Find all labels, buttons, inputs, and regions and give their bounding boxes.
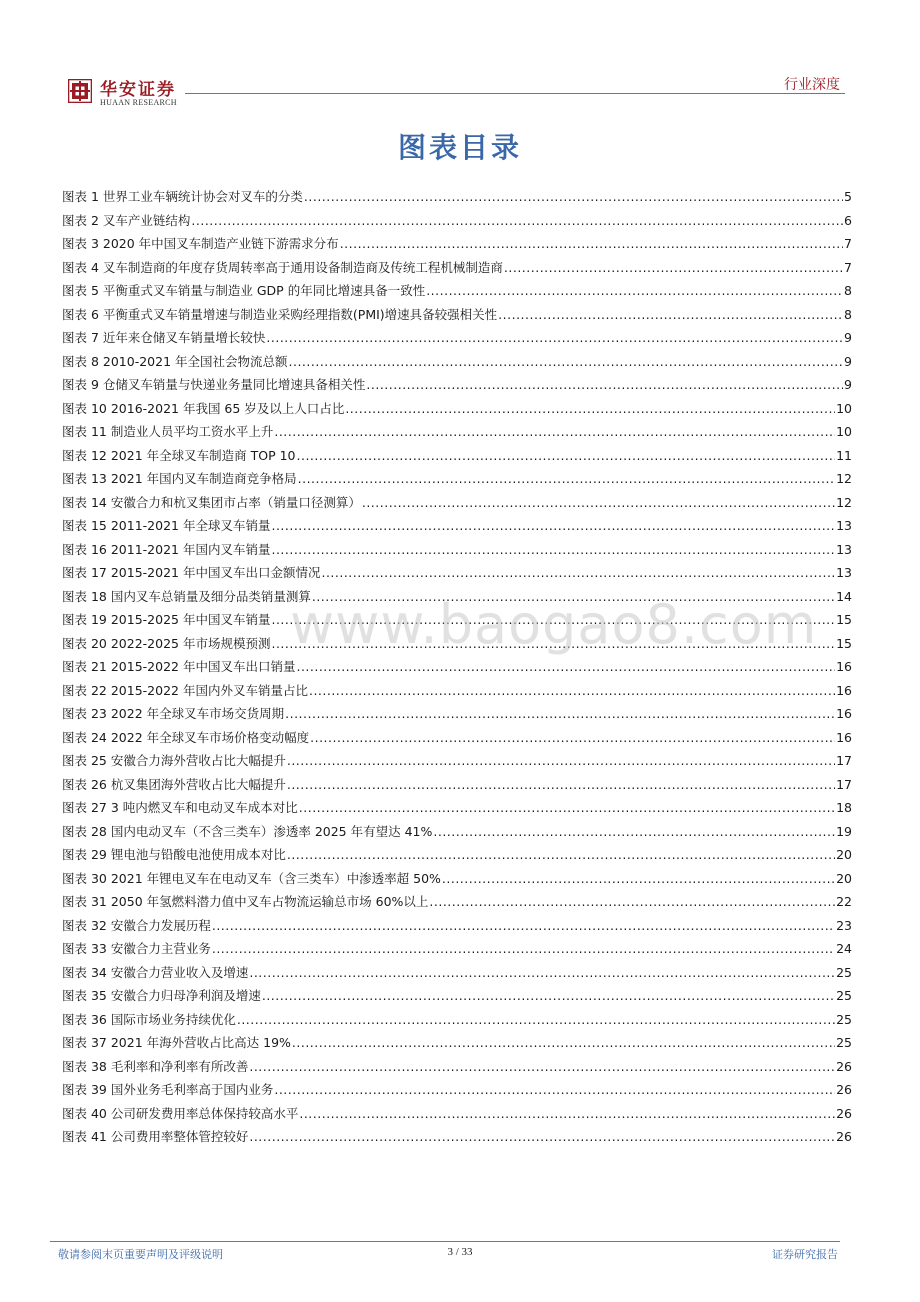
- toc-dot-leader: [287, 749, 835, 773]
- toc-entry-label[interactable]: 图表 33 安徽合力主营业务: [62, 941, 211, 956]
- toc-dot-leader: [504, 256, 843, 280]
- header-divider: [185, 93, 845, 94]
- toc-entry-label[interactable]: 图表 10 2016-2021 年我国 65 岁及以上人口占比: [62, 400, 345, 416]
- toc-dot-leader: [426, 279, 843, 303]
- toc-dot-leader: [249, 961, 835, 985]
- toc-dot-leader: [345, 397, 835, 421]
- toc-entry[interactable]: [62, 444, 852, 468]
- toc-entry-page[interactable]: 15: [836, 635, 852, 651]
- toc-dot-leader: [312, 585, 835, 609]
- toc-entry[interactable]: [62, 1055, 852, 1079]
- toc-entry-page[interactable]: 16: [836, 659, 852, 674]
- toc-entry[interactable]: [62, 303, 852, 327]
- toc-entry[interactable]: [62, 632, 852, 656]
- toc-entry-page[interactable]: 20: [836, 870, 852, 886]
- toc-entry-page[interactable]: 25: [836, 1011, 852, 1027]
- toc-entry[interactable]: [62, 984, 852, 1008]
- toc-entry-label[interactable]: 图表 13 2021 年国内叉车制造商竞争格局: [62, 471, 297, 486]
- toc-entry-page[interactable]: 23: [836, 917, 852, 933]
- toc-entry-label[interactable]: 图表 11 制造业人员平均工资水平上升: [62, 424, 274, 439]
- toc-entry-page[interactable]: 17: [836, 776, 852, 792]
- toc-entry-label[interactable]: 图表 6 平衡重式叉车销量增速与制造业采购经理指数(PMI)增速具备较强相关性: [62, 306, 498, 322]
- toc-entry-page[interactable]: 15: [836, 612, 852, 627]
- toc-entry[interactable]: [62, 867, 852, 891]
- logo-english-name: HUAAN RESEARCH: [100, 98, 177, 107]
- huaan-logo-icon: [68, 79, 92, 103]
- toc-entry[interactable]: [62, 514, 852, 538]
- toc-entry-label[interactable]: 图表 5 平衡重式叉车销量与制造业 GDP 的年同比增速具备一致性: [62, 283, 426, 298]
- toc-entry-label[interactable]: 图表 32 安徽合力发展历程: [62, 917, 211, 933]
- toc-entry-page[interactable]: 11: [836, 447, 852, 463]
- report-category: 行业深度: [784, 77, 840, 93]
- toc-dot-leader: [191, 209, 843, 233]
- toc-entry[interactable]: [62, 726, 852, 750]
- toc-entry[interactable]: [62, 1031, 852, 1055]
- toc-entry-page[interactable]: 9: [844, 377, 852, 392]
- toc-entry-label[interactable]: 图表 16 2011-2021 年国内叉车销量: [62, 541, 271, 557]
- toc-entry-page[interactable]: 8: [844, 306, 852, 322]
- toc-dot-leader: [212, 937, 835, 961]
- toc-dot-leader: [362, 491, 835, 515]
- toc-entry-label[interactable]: 图表 31 2050 年氢燃料潜力值中叉车占物流运输总市场 60%以上: [62, 894, 429, 909]
- watermark: www.baogao8.com: [290, 593, 818, 656]
- toc-entry-label[interactable]: 图表 36 国际市场业务持续优化: [62, 1011, 236, 1027]
- toc-entry[interactable]: [62, 561, 852, 585]
- footer-disclaimer: 敬请参阅末页重要声明及评级说明: [58, 1248, 223, 1261]
- toc-dot-leader: [292, 1031, 835, 1055]
- toc-entry-label[interactable]: 图表 26 杭叉集团海外营收占比大幅提升: [62, 776, 286, 792]
- toc-entry-label[interactable]: 图表 14 安徽合力和杭叉集团市占率（销量口径测算）: [62, 494, 361, 510]
- toc-entry[interactable]: [62, 655, 852, 679]
- toc-entry-page[interactable]: 13: [836, 518, 852, 533]
- toc-entry-page[interactable]: 13: [836, 541, 852, 557]
- toc-entry[interactable]: [62, 326, 852, 350]
- toc-dot-leader: [287, 843, 835, 867]
- toc-dot-leader: [498, 303, 843, 327]
- toc-dot-leader: [262, 984, 835, 1008]
- figure-table-of-contents: [62, 185, 852, 1149]
- toc-dot-leader: [429, 890, 835, 914]
- toc-entry-page[interactable]: 20: [836, 847, 852, 862]
- toc-entry[interactable]: [62, 467, 852, 491]
- toc-entry-label[interactable]: 图表 18 国内叉车总销量及细分品类销量测算: [62, 588, 311, 604]
- toc-dot-leader: [271, 538, 835, 562]
- toc-entry[interactable]: [62, 608, 852, 632]
- toc-entry-label[interactable]: 图表 12 2021 年全球叉车制造商 TOP 10: [62, 447, 296, 463]
- toc-entry-page[interactable]: 26: [836, 1058, 852, 1074]
- toc-entry-page[interactable]: 16: [836, 682, 852, 698]
- toc-entry-label[interactable]: 图表 7 近年来仓储叉车销量增长较快: [62, 330, 266, 345]
- toc-entry-page[interactable]: 26: [836, 1082, 852, 1097]
- toc-entry-page[interactable]: 7: [844, 259, 852, 275]
- toc-dot-leader: [321, 561, 835, 585]
- toc-dot-leader: [287, 773, 835, 797]
- toc-entry[interactable]: [62, 350, 852, 374]
- toc-dot-leader: [433, 820, 835, 844]
- toc-entry[interactable]: [62, 209, 852, 233]
- toc-dot-leader: [249, 1055, 835, 1079]
- toc-entry-page[interactable]: 12: [836, 494, 852, 510]
- toc-entry-label[interactable]: 图表 23 2022 年全球叉车市场交货周期: [62, 706, 285, 721]
- toc-dot-leader: [266, 326, 843, 350]
- toc-entry-page[interactable]: 6: [844, 212, 852, 228]
- toc-entry-page[interactable]: 16: [836, 729, 852, 745]
- toc-entry-page[interactable]: 18: [836, 800, 852, 815]
- toc-entry-page[interactable]: 26: [836, 1129, 852, 1144]
- toc-entry[interactable]: [62, 679, 852, 703]
- toc-entry-label[interactable]: 图表 2 叉车产业链结构: [62, 212, 191, 228]
- toc-entry[interactable]: [62, 773, 852, 797]
- toc-dot-leader: [271, 608, 835, 632]
- toc-entry[interactable]: [62, 1102, 852, 1126]
- toc-entry-label[interactable]: 图表 9 仓储叉车销量与快递业务量同比增速具备相关性: [62, 377, 366, 392]
- toc-entry-label[interactable]: 图表 37 2021 年海外营收占比高达 19%: [62, 1035, 291, 1050]
- toc-entry-label[interactable]: 图表 28 国内电动叉车（不含三类车）渗透率 2025 年有望达 41%: [62, 823, 433, 839]
- toc-dot-leader: [285, 702, 835, 726]
- toc-entry-page[interactable]: 9: [844, 330, 852, 345]
- toc-entry-label[interactable]: 图表 1 世界工业车辆统计协会对叉车的分类: [62, 189, 303, 204]
- toc-dot-leader: [442, 867, 835, 891]
- toc-entry-page[interactable]: 25: [836, 964, 852, 980]
- toc-entry-label[interactable]: 图表 35 安徽合力归母净利润及增速: [62, 988, 261, 1003]
- toc-dot-leader: [289, 350, 844, 374]
- toc-entry-page[interactable]: 22: [836, 894, 852, 909]
- toc-entry-label[interactable]: 图表 19 2015-2025 年中国叉车销量: [62, 612, 271, 627]
- page-number: 3 / 33: [447, 1246, 473, 1258]
- toc-entry[interactable]: [62, 961, 852, 985]
- toc-dot-leader: [296, 655, 835, 679]
- toc-dot-leader: [299, 1102, 835, 1126]
- toc-entry[interactable]: [62, 890, 852, 914]
- toc-entry-label[interactable]: 图表 25 安徽合力海外营收占比大幅提升: [62, 753, 286, 768]
- toc-entry[interactable]: [62, 185, 852, 209]
- toc-entry-label[interactable]: 图表 17 2015-2021 年中国叉车出口金额情况: [62, 565, 321, 580]
- toc-entry[interactable]: [62, 538, 852, 562]
- toc-entry-page[interactable]: 26: [836, 1105, 852, 1121]
- toc-entry[interactable]: [62, 843, 852, 867]
- toc-dot-leader: [340, 232, 843, 256]
- toc-entry-label[interactable]: 图表 29 锂电池与铅酸电池使用成本对比: [62, 847, 286, 862]
- toc-entry[interactable]: [62, 820, 852, 844]
- toc-entry-label[interactable]: 图表 38 毛利率和净利率有所改善: [62, 1058, 249, 1074]
- toc-entry-label[interactable]: 图表 22 2015-2022 年国内外叉车销量占比: [62, 682, 308, 698]
- toc-entry[interactable]: [62, 1078, 852, 1102]
- toc-dot-leader: [297, 444, 836, 468]
- toc-entry-label[interactable]: 图表 20 2022-2025 年市场规模预测: [62, 635, 271, 651]
- toc-dot-leader: [212, 914, 835, 938]
- toc-entry-page[interactable]: 25: [836, 988, 852, 1003]
- footer-report-type: 证券研究报告: [772, 1248, 838, 1261]
- toc-entry[interactable]: [62, 397, 852, 421]
- toc-entry-page[interactable]: 24: [836, 941, 852, 956]
- toc-entry-label[interactable]: 图表 21 2015-2022 年中国叉车出口销量: [62, 659, 296, 674]
- page-title: 图表目录: [397, 131, 522, 164]
- toc-entry-page[interactable]: 14: [836, 588, 852, 604]
- toc-entry-page[interactable]: 9: [844, 353, 852, 369]
- toc-dot-leader: [310, 726, 835, 750]
- toc-entry-label[interactable]: 图表 8 2010-2021 年全国社会物流总额: [62, 353, 288, 369]
- toc-entry-label[interactable]: 图表 41 公司费用率整体管控较好: [62, 1129, 249, 1144]
- toc-dot-leader: [237, 1008, 835, 1032]
- toc-entry[interactable]: [62, 1125, 852, 1149]
- toc-entry[interactable]: [62, 279, 852, 303]
- toc-entry[interactable]: [62, 937, 852, 961]
- toc-entry-label[interactable]: 图表 34 安徽合力营业收入及增速: [62, 964, 249, 980]
- toc-entry-page[interactable]: 25: [836, 1035, 852, 1050]
- toc-entry-label[interactable]: 图表 4 叉车制造商的年度存货周转率高于通用设备制造商及传统工程机械制造商: [62, 259, 503, 275]
- toc-dot-leader: [366, 373, 843, 397]
- toc-entry-page[interactable]: 16: [836, 706, 852, 721]
- toc-entry[interactable]: [62, 232, 852, 256]
- toc-entry-label[interactable]: 图表 3 2020 年中国叉车制造产业链下游需求分布: [62, 236, 339, 251]
- toc-entry[interactable]: [62, 420, 852, 444]
- footer-divider: [50, 1241, 840, 1242]
- toc-entry[interactable]: [62, 914, 852, 938]
- toc-dot-leader: [298, 467, 835, 491]
- toc-dot-leader: [299, 796, 835, 820]
- toc-entry-page[interactable]: 7: [844, 236, 852, 251]
- toc-dot-leader: [271, 514, 835, 538]
- toc-entry-label[interactable]: 图表 24 2022 年全球叉车市场价格变动幅度: [62, 729, 310, 745]
- toc-dot-leader: [309, 679, 835, 703]
- toc-entry-label[interactable]: 图表 40 公司研发费用率总体保持较高水平: [62, 1105, 299, 1121]
- toc-dot-leader: [274, 420, 835, 444]
- toc-entry-label[interactable]: 图表 15 2011-2021 年全球叉车销量: [62, 518, 271, 533]
- toc-entry-page[interactable]: 8: [844, 283, 852, 298]
- toc-entry[interactable]: [62, 702, 852, 726]
- toc-entry-page[interactable]: 13: [836, 565, 852, 580]
- toc-entry-label[interactable]: 图表 30 2021 年锂电叉车在电动叉车（含三类车）中渗透率超 50%: [62, 870, 441, 886]
- toc-entry-page[interactable]: 10: [836, 424, 852, 439]
- toc-entry[interactable]: [62, 1008, 852, 1032]
- toc-entry[interactable]: [62, 796, 852, 820]
- toc-dot-leader: [304, 185, 843, 209]
- toc-entry[interactable]: [62, 585, 852, 609]
- toc-entry-page[interactable]: 12: [836, 471, 852, 486]
- toc-entry-page[interactable]: 5: [844, 189, 852, 204]
- toc-entry[interactable]: [62, 256, 852, 280]
- toc-dot-leader: [249, 1125, 835, 1149]
- toc-dot-leader: [271, 632, 835, 656]
- toc-entry-page[interactable]: 10: [836, 400, 852, 416]
- toc-entry[interactable]: [62, 749, 852, 773]
- toc-entry-label[interactable]: 图表 27 3 吨内燃叉车和电动叉车成本对比: [62, 800, 298, 815]
- toc-dot-leader: [274, 1078, 835, 1102]
- logo-chinese-name: 华安证券: [100, 80, 176, 100]
- toc-entry-page[interactable]: 17: [836, 753, 852, 768]
- toc-entry-page[interactable]: 19: [836, 823, 852, 839]
- toc-entry[interactable]: [62, 491, 852, 515]
- toc-entry[interactable]: [62, 373, 852, 397]
- toc-entry-label[interactable]: 图表 39 国外业务毛利率高于国内业务: [62, 1082, 274, 1097]
